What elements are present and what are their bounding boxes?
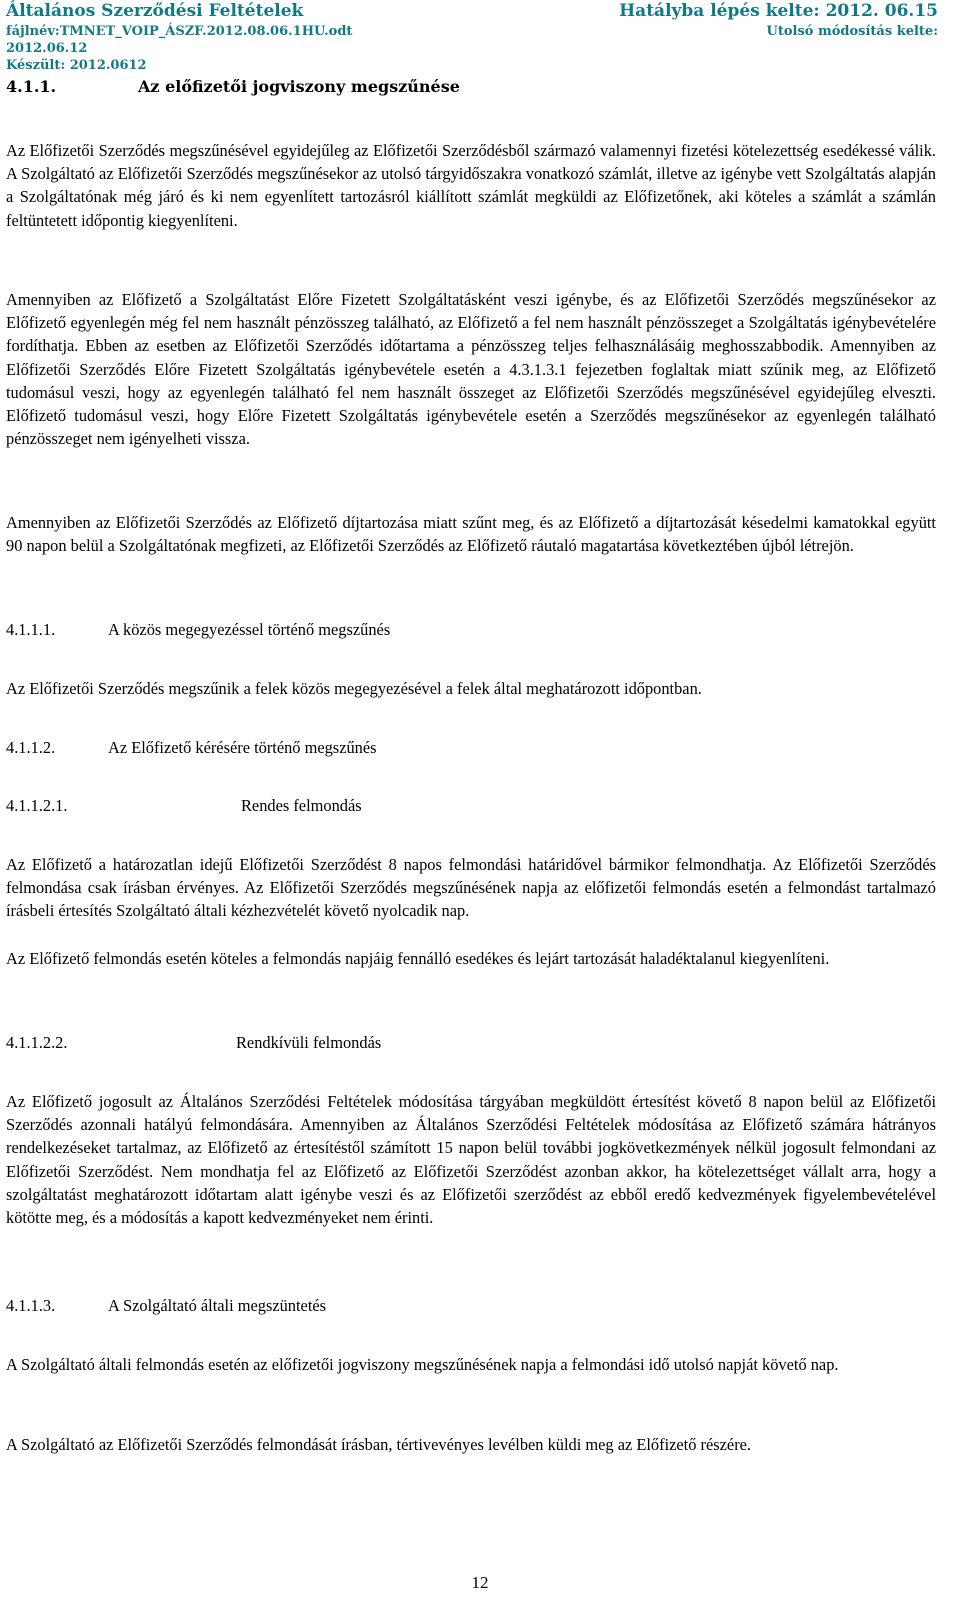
- last-modified-date: 2012.06.12: [6, 41, 88, 56]
- heading-number: 4.1.1.2.: [6, 738, 56, 757]
- paragraph-extraordinary-termination: Az Előfizető jogosult az Általános Szerződési Feltételek módosítása tárgyában megküldött értesítést követő 8 napon belül az Előfizetői Szerződés azonnali hatályú felmondására. Amennyiben az Általános Szerződési Feltételek módosítása az Előfizető számára hátrányos rendelkezéseket tartalmaz, az Előfizető az értesítéstől számított 15 napon belül további jogkövetkezmények nélkül jogosult felmondani az Előfizetői Szerződést. Nem mondhatja fel az Előfizető az Előfizetői Szerződést azonban akkor, ha kötelezettséget vállalt arra, hogy a szolgáltatást meghatározott időtartam alatt igénybe veszi és az Előfizetői szerződést az ebből eredő kedvezmények figyelembevételével kötötte meg, és a módosítás a kapott kedvezményeket nem érinti.: [6, 1092, 936, 1228]
- paragraph-settle-debt: Az Előfizető felmondás esetén köteles a felmondás napjáig fennálló esedékes és lejárt tartozását haladéktalanul kiegyenlíteni.: [6, 949, 830, 968]
- heading-title: Az Előfizető kérésére történő megszűnés: [108, 738, 377, 757]
- section-title-text: Az előfizetői jogviszony megszűnése: [138, 77, 460, 96]
- heading-provider-termination: [6, 1294, 326, 1317]
- file-name: fájlnév:TMNET_VOIP_ÁSZF.2012.08.06.1HU.odt: [6, 24, 353, 39]
- heading-title: A Szolgáltató általi megszüntetés: [108, 1296, 327, 1315]
- heading-number: 4.1.1.2.2.: [6, 1033, 68, 1052]
- heading-title: Rendkívüli felmondás: [236, 1033, 382, 1052]
- heading-number: 4.1.1.3.: [6, 1296, 56, 1315]
- heading-ordinary-termination: [6, 794, 362, 817]
- section-number: 4.1.1.: [6, 77, 57, 96]
- paragraph-payment-obligations: Az Előfizetői Szerződés megszűnésével egyidejűleg az Előfizetői Szerződésből származó valamennyi fizetési kötelezettség esedékessé válik. A Szolgáltató az Előfizetői Szerződés megszűnésekor az utolsó tárgyidőszakra vonatkozó számlát, illetve az igénybe vett Szolgáltatás alapján a Szolgáltatónak még járó és ki nem egyenlített tartozásról kiállított számlát megküldi az Előfizetőnek, aki köteles a számlát a számlán feltüntetett időpontig kiegyenlíteni.: [6, 141, 936, 230]
- paragraph-provider-termination-delivery: A Szolgáltató az Előfizetői Szerződés felmondását írásban, tértivevényes levélben küldi meg az Előfizető részére.: [6, 1435, 752, 1454]
- paragraph-provider-termination-date: A Szolgáltató általi felmondás esetén az előfizetői jogviszony megszűnésének napja a felmondási idő utolsó napját követő nap.: [6, 1355, 839, 1374]
- paragraph-prepaid-service: Amennyiben az Előfizető a Szolgáltatást Előre Fizetett Szolgáltatásként veszi igénybe, és az Előfizetői Szerződés megszűnésekor az Előfizető egyenlegén még fel nem használt pénzösszeg található, az Előfizető a fel nem használt pénzösszeget a Szolgáltatás igénybevételére fordíthatja. Ebben az esetben az Előfizetői Szerződés időtartama a pénzösszeg teljes felhasználásáig meghosszabbodik. Amennyiben az Előfizetői Szerződés Előre Fizetett Szolgáltatás igénybevétele esetén a 4.3.1.3.1 fejezetben foglaltak miatt szűnik meg, az Előfizető tudomásul veszi, hogy az egyenlegén található fel nem használt összeget az Előfizetői Szerződés megszűnésével egyidejűleg elveszti. Előfizető tudomásul veszi, hogy Előre Fizetett Szolgáltatás igénybevétele esetén a Szerződés megszűnésekor az egyenlegén található pénzösszeget nem igényelheti vissza.: [6, 290, 936, 449]
- effective-date: Hatályba lépés kelte: 2012. 06.15: [619, 1, 938, 21]
- header-line-4: [6, 57, 938, 74]
- paragraph-ordinary-termination: Az Előfizető a határozatlan idejű Előfizetői Szerződést 8 napos felmondási határidővel bármikor felmondhatja. Az Előfizetői Szerződés felmondása csak írásban érvényes. Az Előfizetői Szerződés megszűnésének napja az előfizetői felmondás esetén a felmondást tartalmazó írásbeli értesítés Szolgáltató általi kézhezvételét követő nyolcadik nap.: [6, 855, 936, 921]
- section-title: [6, 76, 460, 98]
- last-modified-label: Utolsó módosítás kelte:: [766, 24, 938, 39]
- heading-number: 4.1.1.2.1.: [6, 796, 68, 815]
- heading-title: Rendes felmondás: [241, 796, 362, 815]
- header-line-3: [6, 40, 938, 57]
- heading-extraordinary-termination: [6, 1031, 381, 1054]
- paragraph-mutual-agreement: Az Előfizetői Szerződés megszűnik a felek közös megegyezésével a felek által meghatározott időpontban.: [6, 679, 702, 698]
- heading-subscriber-request: [6, 736, 377, 759]
- created-date: Készült: 2012.0612: [6, 58, 147, 73]
- heading-title: A közös megegyezéssel történő megszűnés: [108, 620, 391, 639]
- heading-number: 4.1.1.1.: [6, 620, 56, 639]
- paragraph-fee-debt: Amennyiben az Előfizetői Szerződés az Előfizető díjtartozása miatt szűnt meg, és az Előfizető a díjtartozását késedelmi kamatokkal együtt 90 napon belül a Szolgáltatónak megfizeti, az Előfizetői Szerződés az Előfizető ráutaló magatartása következtében újból létrejön.: [6, 513, 936, 556]
- header-line-1: [6, 0, 938, 22]
- document-title: Általános Szerződési Feltételek: [6, 1, 304, 21]
- header-line-2: [6, 23, 938, 40]
- heading-mutual-agreement: [6, 618, 390, 641]
- page-number: 12: [471, 1573, 489, 1592]
